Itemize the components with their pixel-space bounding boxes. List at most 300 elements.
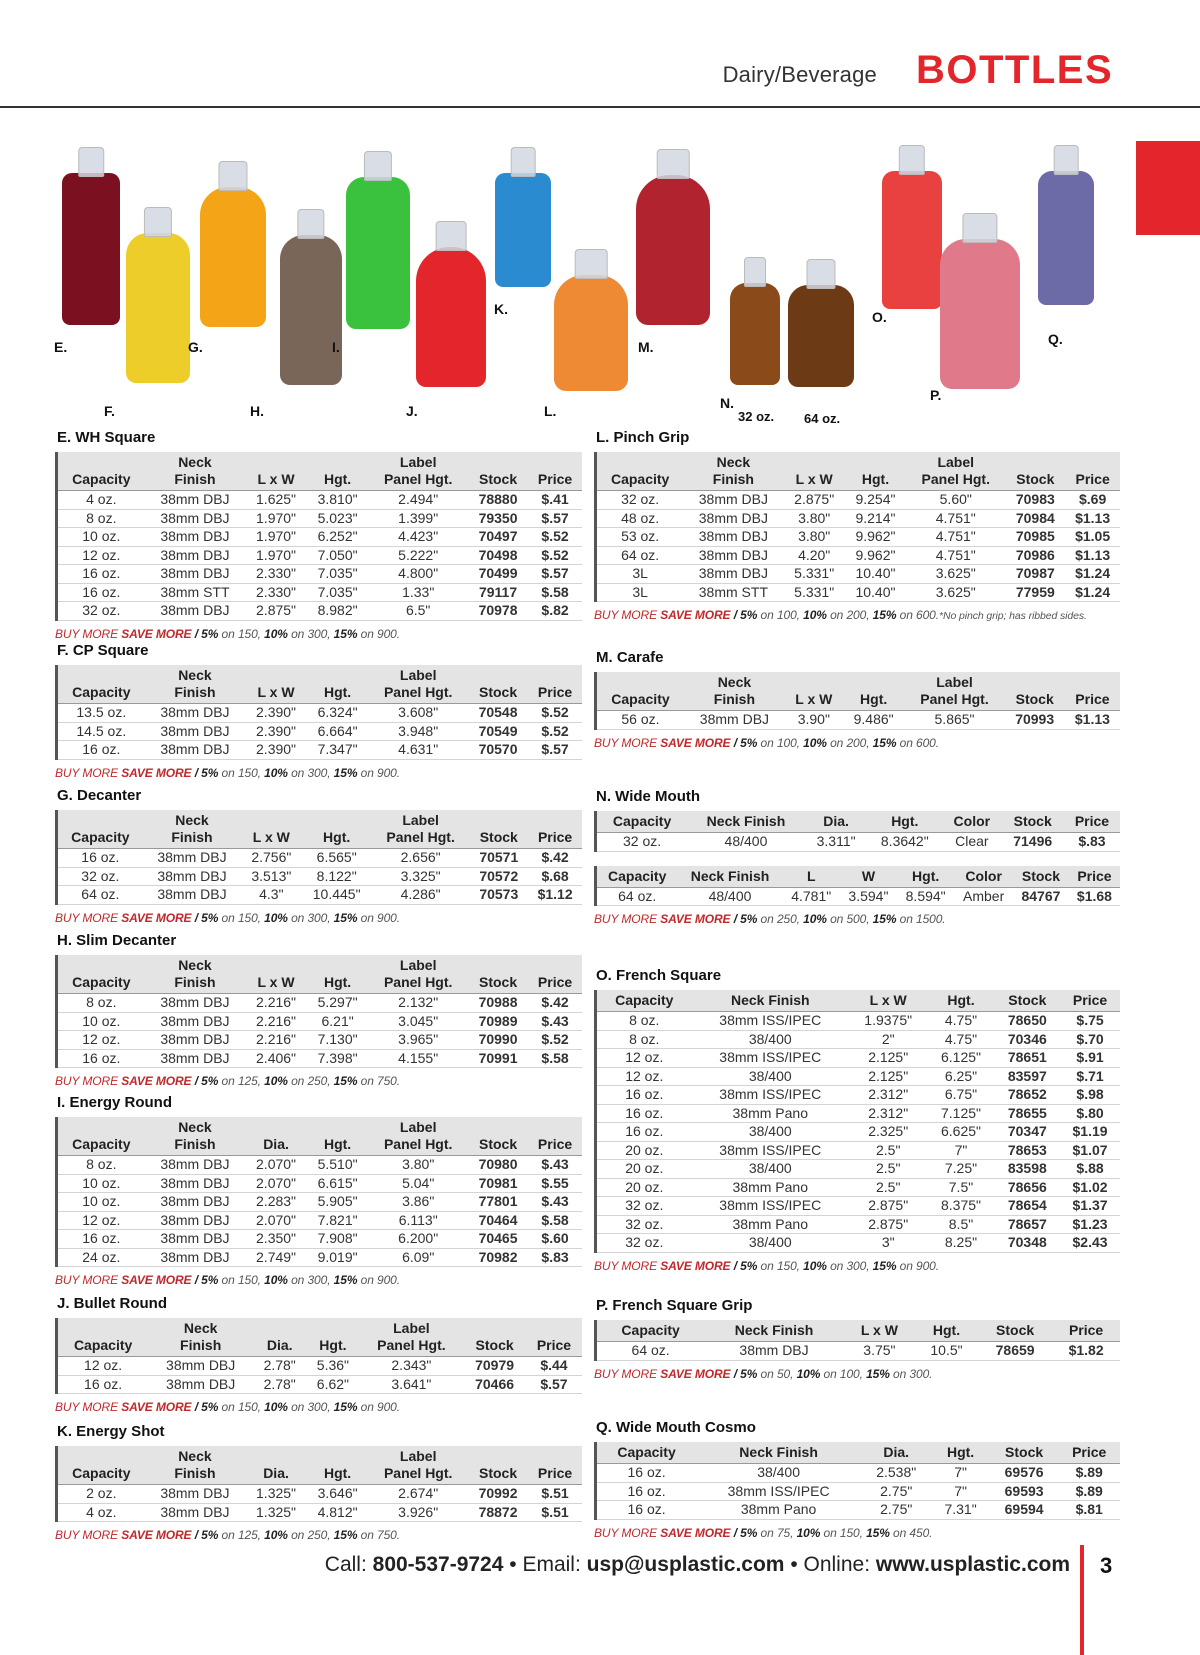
column-header: Color — [954, 866, 1013, 888]
table-cell: 32 oz. — [625, 1215, 664, 1232]
table-cell: 6.615" — [317, 1174, 358, 1191]
bottle-label-p: P. — [930, 387, 942, 403]
price-cell: $.52 — [541, 1031, 569, 1047]
price-cell: $.71 — [1076, 1067, 1104, 1084]
bottle-label-l: L. — [544, 403, 557, 419]
section-o-french-square — [594, 967, 1120, 1273]
table-row — [596, 1464, 1121, 1483]
stock-number-cell: 79117 — [478, 583, 518, 600]
table-cell: 38/400 — [757, 1464, 801, 1480]
column-header — [468, 452, 528, 471]
column-header — [245, 452, 307, 471]
table-cell: 38mm DBJ — [160, 704, 230, 720]
column-header: Capacity — [57, 684, 145, 704]
table-cell: 6.113" — [398, 1211, 438, 1228]
volume-discount-note — [55, 911, 582, 925]
table-row — [57, 1230, 583, 1249]
table-cell: 12 oz. — [82, 1211, 121, 1228]
table-cell: 8.594" — [905, 887, 946, 904]
table-cell: 5.905" — [317, 1193, 358, 1209]
bottle-caption-64oz: 64 oz. — [804, 411, 841, 426]
table-cell: 38/400 — [748, 1067, 792, 1084]
table-cell: 8.3642" — [880, 833, 929, 849]
column-header — [468, 1446, 528, 1465]
discount-percent: 5% — [740, 1525, 758, 1540]
discount-percent: 15% — [333, 1400, 358, 1414]
column-header: Neck — [145, 452, 246, 471]
discount-percent: 15% — [333, 1273, 358, 1287]
column-header: Price — [528, 471, 582, 491]
discount-percent: 10% — [803, 912, 827, 926]
promo-separator: / — [730, 608, 741, 622]
table-cell: 4.20" — [798, 546, 831, 563]
discount-quantity: on 900. — [896, 1258, 939, 1273]
table-row — [57, 1248, 583, 1267]
section-title: K. Energy Shot — [57, 1423, 165, 1440]
product-photo — [40, 135, 1130, 425]
price-cell: $1.82 — [1068, 1342, 1104, 1358]
column-header: Panel Hgt. — [372, 829, 470, 849]
table-cell: 16 oz. — [82, 741, 121, 757]
column-header: L x W — [784, 471, 845, 491]
page-title: BOTTLES — [916, 48, 1114, 92]
price-cell: $.75 — [1076, 1012, 1104, 1028]
volume-discount-note — [594, 1526, 1120, 1540]
bottle-caption-32oz: 32 oz. — [738, 409, 775, 424]
table-cell: 7.5" — [948, 1178, 974, 1195]
table-spacer — [594, 852, 1120, 866]
table-cell: 38mm DBJ — [698, 546, 768, 563]
price-cell: $1.19 — [1072, 1123, 1108, 1139]
table-cell: 20 oz. — [625, 1178, 664, 1195]
table-cell: 32 oz. — [81, 867, 120, 884]
column-header — [528, 955, 582, 974]
table-cell: 38mm DBJ — [160, 565, 230, 581]
table-cell: 2.875" — [256, 602, 297, 618]
column-header: Stock — [1013, 866, 1069, 888]
table-cell: 38mm Pano — [732, 1178, 808, 1195]
table-cell: 16 oz. — [82, 1230, 121, 1246]
column-header — [245, 1117, 307, 1136]
spec-table — [594, 452, 1120, 602]
table-cell: 38mm ISS/IPEC — [719, 1049, 822, 1065]
table-row — [596, 583, 1121, 602]
stock-number-cell: 78872 — [478, 1503, 518, 1520]
column-header — [463, 1318, 526, 1337]
save-more-text: SAVE MORE — [121, 1528, 192, 1542]
discount-quantity: on 600. — [896, 735, 939, 750]
table-cell: 6.565" — [316, 849, 357, 865]
column-header: Label — [368, 1117, 468, 1136]
discount-percent: 5% — [740, 1366, 758, 1381]
table-cell: 38mm DBJ — [157, 867, 227, 884]
table-cell: 56 oz. — [621, 711, 660, 727]
table-cell: 38mm DBJ — [160, 1031, 230, 1047]
column-header: Price — [1065, 691, 1120, 711]
column-header — [245, 955, 307, 974]
column-header: Label — [368, 452, 468, 471]
table-cell: 16 oz. — [627, 1464, 666, 1480]
buy-more-text: BUY MORE — [594, 1525, 661, 1540]
stock-number-cell: 70573 — [479, 886, 519, 902]
table-cell: 2.875" — [868, 1197, 909, 1213]
bottle-i-image — [346, 177, 410, 329]
promo-separator: / — [730, 912, 741, 926]
table-cell: 38mm STT — [698, 583, 768, 600]
spec-table — [594, 990, 1120, 1253]
stock-number-cell: 78654 — [1007, 1197, 1047, 1213]
price-cell: $1.07 — [1072, 1141, 1108, 1158]
table-cell: 2.343" — [391, 1357, 432, 1373]
column-header: Neck Finish — [677, 866, 782, 888]
table-cell: 7.035" — [317, 565, 358, 581]
column-header: L — [783, 866, 840, 888]
column-header: Neck Finish — [704, 1320, 844, 1342]
table-row — [57, 1485, 583, 1504]
table-cell: 38mm DBJ — [160, 491, 230, 507]
table-cell: 8 oz. — [86, 1156, 117, 1172]
column-header — [307, 665, 369, 684]
table-cell: 38mm DBJ — [160, 1156, 230, 1172]
spec-table — [55, 1117, 582, 1267]
column-header — [307, 1117, 369, 1136]
table-cell: 1.9375" — [864, 1012, 913, 1028]
table-cell: 8.982" — [317, 602, 358, 618]
table-cell: 2.875" — [794, 491, 835, 507]
table-cell: 38mm DBJ — [160, 1503, 230, 1520]
discount-percent: 10% — [264, 1400, 288, 1414]
bottle-l-image — [554, 275, 628, 391]
table-cell: 9.254" — [855, 491, 896, 507]
table-cell: 48/400 — [708, 887, 752, 904]
promo-separator: / — [191, 1273, 202, 1287]
column-header — [468, 955, 528, 974]
stock-number-cell: 78650 — [1007, 1012, 1047, 1028]
price-cell: $.41 — [541, 491, 569, 507]
price-cell: $2.43 — [1072, 1234, 1108, 1250]
table-cell: 3.594" — [848, 887, 889, 904]
price-cell: $.57 — [541, 741, 569, 757]
table-cell: 38mm DBJ — [160, 1248, 230, 1265]
section-title: L. Pinch Grip — [596, 429, 690, 446]
table-cell: 3.641" — [391, 1375, 432, 1392]
bottle-m-image — [636, 175, 710, 325]
table-row — [57, 867, 583, 886]
price-cell: $.52 — [541, 704, 569, 720]
volume-discount-note — [594, 912, 1120, 926]
column-header: Stock — [468, 974, 528, 994]
discount-percent: 10% — [264, 910, 288, 925]
column-header: Stock — [468, 471, 528, 491]
buy-more-text: BUY MORE — [55, 1273, 122, 1287]
discount-percent: 5% — [201, 1528, 219, 1542]
table-cell: 9.486" — [853, 711, 894, 727]
table-cell: 2.390" — [256, 722, 297, 739]
column-header: Hgt. — [307, 974, 369, 994]
section-f-cp-square — [55, 642, 582, 780]
table-row — [57, 1211, 583, 1230]
table-cell: 7.035" — [317, 583, 358, 600]
website-link[interactable]: www.usplastic.com — [875, 1553, 1070, 1576]
table-row — [57, 528, 583, 547]
volume-discount-note — [55, 1074, 582, 1088]
table-cell: 2.125" — [868, 1067, 909, 1084]
table-cell: 4.3" — [259, 886, 284, 902]
table-cell: 1.33" — [402, 583, 435, 600]
column-header: Hgt. — [897, 866, 954, 888]
table-cell: 1.970" — [256, 546, 297, 563]
table-cell: 7" — [954, 1141, 968, 1158]
table-cell: 3.325" — [400, 867, 441, 884]
column-header: Capacity — [596, 1320, 705, 1342]
table-row — [596, 1086, 1121, 1105]
stock-number-cell: 78657 — [1007, 1215, 1047, 1232]
discount-percent: 10% — [803, 1258, 827, 1273]
table-row — [57, 602, 583, 621]
table-cell: 2.325" — [868, 1123, 909, 1139]
discount-percent: 10% — [264, 1273, 288, 1287]
table-cell: 10.40" — [855, 565, 896, 581]
stock-number-cell: 70982 — [478, 1248, 518, 1265]
section-title: G. Decanter — [57, 787, 142, 804]
save-more-text: SAVE MORE — [660, 1258, 731, 1273]
column-header: Hgt. — [843, 691, 905, 711]
bottle-label-f: F. — [104, 403, 115, 419]
footer-separator: • Email: — [503, 1553, 587, 1576]
price-cell: $.43 — [541, 1193, 569, 1209]
table-cell: 2.125" — [868, 1049, 909, 1065]
table-cell: 2.756" — [251, 849, 292, 865]
table-cell: Amber — [963, 887, 1005, 904]
table-cell: 8.122" — [316, 867, 357, 884]
bottle-label-i: I. — [332, 339, 340, 355]
table-cell: 4.631" — [398, 741, 439, 757]
table-cell: 2.070" — [256, 1174, 297, 1191]
table-cell: 3.80" — [402, 1156, 435, 1172]
table-cell: 7.25" — [944, 1160, 978, 1176]
table-cell: 48/400 — [724, 833, 768, 849]
table-row — [596, 1197, 1121, 1216]
table-cell: 2" — [881, 1030, 895, 1047]
column-header: Label — [368, 955, 468, 974]
section-n-wide-mouth — [594, 788, 1120, 926]
table-cell: 6.09" — [402, 1248, 435, 1265]
stock-number-cell: 70985 — [1015, 528, 1055, 544]
table-cell: 5.331" — [794, 565, 835, 581]
save-more-text: SAVE MORE — [121, 1400, 192, 1414]
discount-percent: 15% — [333, 765, 358, 780]
discount-quantity: on 100, — [820, 1366, 867, 1381]
stock-number-cell: 70464 — [478, 1211, 518, 1228]
table-cell: 38mm DBJ — [698, 509, 768, 526]
discount-quantity: on 200, — [826, 735, 873, 750]
bottle-p-image — [940, 239, 1020, 389]
discount-quantity: on 150, — [218, 1273, 265, 1287]
price-cell: $.51 — [541, 1485, 569, 1501]
price-cell: $.58 — [541, 1049, 569, 1066]
promo-separator: / — [191, 765, 202, 780]
stock-number-cell: 70981 — [478, 1174, 518, 1191]
table-cell: 4.812" — [317, 1503, 358, 1520]
price-cell: $.81 — [1075, 1501, 1103, 1517]
table-cell: 5.023" — [317, 509, 358, 526]
table-row — [57, 722, 583, 741]
table-cell: 2.070" — [256, 1211, 297, 1228]
discount-percent: 10% — [264, 1528, 288, 1542]
column-header: Finish — [145, 974, 246, 994]
spec-table — [594, 1320, 1120, 1361]
price-cell: $.89 — [1075, 1482, 1103, 1499]
column-header: Hgt. — [915, 1320, 978, 1342]
spec-table — [594, 1442, 1120, 1520]
table-cell: 13.5 oz. — [76, 704, 127, 720]
stock-number-cell: 78651 — [1007, 1049, 1047, 1065]
column-header: Price — [1052, 1320, 1120, 1342]
section-title: P. French Square Grip — [596, 1297, 753, 1314]
column-header — [469, 810, 528, 829]
chapter-tab — [1136, 141, 1200, 235]
column-header: Capacity — [57, 471, 145, 491]
column-header — [57, 955, 145, 974]
column-header: Stock — [468, 1465, 528, 1485]
table-cell: 7.398" — [317, 1049, 358, 1066]
table-cell: 24 oz. — [82, 1248, 121, 1265]
table-row — [596, 1342, 1121, 1361]
table-cell: 2.216" — [256, 994, 297, 1010]
column-header — [528, 452, 582, 471]
table-cell: 3.810" — [317, 491, 358, 507]
table-cell: 8.5" — [948, 1215, 974, 1232]
volume-discount-note — [594, 608, 1120, 622]
column-header: Price — [528, 1136, 582, 1156]
table-row — [596, 509, 1121, 528]
column-header: Label — [905, 672, 1005, 691]
column-header — [845, 452, 906, 471]
table-cell: 3L — [632, 583, 648, 600]
header-divider — [0, 106, 1200, 108]
table-cell: 12 oz. — [82, 1031, 121, 1047]
table-cell: 38mm DBJ — [157, 886, 227, 902]
table-cell: 5.04" — [402, 1174, 435, 1191]
table-cell: 1.399" — [398, 509, 439, 526]
column-header — [253, 1318, 306, 1337]
price-cell: $.52 — [541, 528, 569, 544]
table-cell: 9.962" — [855, 528, 896, 544]
table-cell: 4.751" — [935, 509, 976, 526]
table-cell: 2.5" — [875, 1141, 901, 1158]
table-row — [596, 1104, 1121, 1123]
table-cell: 3.948" — [398, 722, 439, 739]
column-header — [301, 810, 371, 829]
stock-number-cell: 69576 — [1004, 1464, 1044, 1480]
discount-percent: 5% — [201, 910, 219, 925]
table-cell: 2.312" — [868, 1104, 909, 1121]
price-cell: $.89 — [1075, 1464, 1103, 1480]
footnote: *No pinch grip; has ribbed sides. — [938, 610, 1087, 622]
column-header: Hgt. — [867, 811, 942, 833]
column-header: Dia. — [245, 1136, 307, 1156]
price-cell: $1.24 — [1075, 565, 1111, 581]
table-cell: 10 oz. — [82, 1193, 121, 1209]
table-cell: 7" — [954, 1482, 967, 1499]
table-cell: 38mm STT — [160, 583, 230, 600]
price-cell: $1.23 — [1072, 1215, 1108, 1232]
stock-number-cell: 70499 — [478, 565, 518, 581]
discount-percent: 15% — [866, 1366, 890, 1381]
price-cell: $.52 — [541, 546, 569, 563]
stock-number-cell: 70346 — [1007, 1030, 1047, 1047]
stock-number-cell: 78656 — [1007, 1178, 1047, 1195]
table-cell: 3.625" — [935, 565, 976, 581]
stock-number-cell: 78652 — [1007, 1086, 1047, 1102]
table-cell: 4.751" — [935, 546, 976, 563]
column-header: Neck — [145, 1446, 246, 1465]
table-row — [57, 1012, 583, 1031]
bottle-o-image — [882, 171, 942, 309]
price-cell: $.88 — [1076, 1160, 1104, 1176]
table-cell: 2.749" — [256, 1248, 297, 1265]
price-cell: $1.12 — [537, 886, 573, 902]
table-cell: 3.90" — [797, 711, 830, 727]
price-cell: $.83 — [541, 1248, 569, 1265]
table-cell: 12 oz. — [625, 1067, 664, 1084]
table-row — [57, 994, 583, 1013]
column-header — [307, 1446, 369, 1465]
table-cell: 2.538" — [876, 1464, 917, 1480]
buy-more-text: BUY MORE — [594, 735, 661, 750]
bottle-label-h: H. — [250, 403, 264, 419]
table-cell: 38mm DBJ — [160, 741, 230, 757]
table-cell: 1.970" — [256, 528, 297, 544]
section-i-energy-round — [55, 1094, 582, 1287]
column-header: Neck Finish — [687, 811, 805, 833]
section-h-slim-decanter — [55, 932, 582, 1088]
stock-number-cell: 70992 — [478, 1485, 518, 1501]
discount-percent: 5% — [201, 1273, 219, 1287]
column-header: Hgt. — [307, 1136, 369, 1156]
table-cell: 2.390" — [256, 704, 297, 720]
discount-quantity: on 300, — [287, 910, 334, 925]
email-link[interactable]: usp@usplastic.com — [586, 1553, 785, 1576]
discount-quantity: on 300, — [826, 1258, 873, 1273]
table-row — [57, 1174, 583, 1193]
discount-quantity: on 50, — [757, 1366, 797, 1381]
table-cell: 38mm DBJ — [157, 849, 227, 865]
column-header: Capacity — [596, 990, 692, 1012]
column-header: Neck — [148, 1318, 253, 1337]
save-more-text: SAVE MORE — [660, 735, 731, 750]
stock-number-cell: 78653 — [1007, 1141, 1047, 1158]
column-header: Finish — [145, 1465, 246, 1485]
price-cell: $.80 — [1076, 1104, 1104, 1121]
column-header: Capacity — [596, 691, 684, 711]
table-cell: 32 oz. — [82, 602, 121, 618]
column-header: Dia. — [861, 1442, 931, 1464]
phone-number[interactable]: 800-537-9724 — [372, 1553, 504, 1576]
table-cell: 1.970" — [256, 509, 297, 526]
column-header: Finish — [683, 471, 783, 491]
table-row — [596, 1501, 1121, 1520]
table-cell: 2.216" — [256, 1031, 297, 1047]
table-cell: 38/400 — [748, 1160, 792, 1176]
table-cell: 2.656" — [400, 849, 441, 865]
volume-discount-note — [55, 1528, 582, 1542]
table-cell: 38/400 — [748, 1123, 792, 1139]
column-header: Panel Hgt. — [368, 1465, 468, 1485]
table-cell: 3.965" — [398, 1031, 439, 1047]
table-cell: 7.130" — [317, 1031, 358, 1047]
column-header: Neck — [684, 672, 785, 691]
